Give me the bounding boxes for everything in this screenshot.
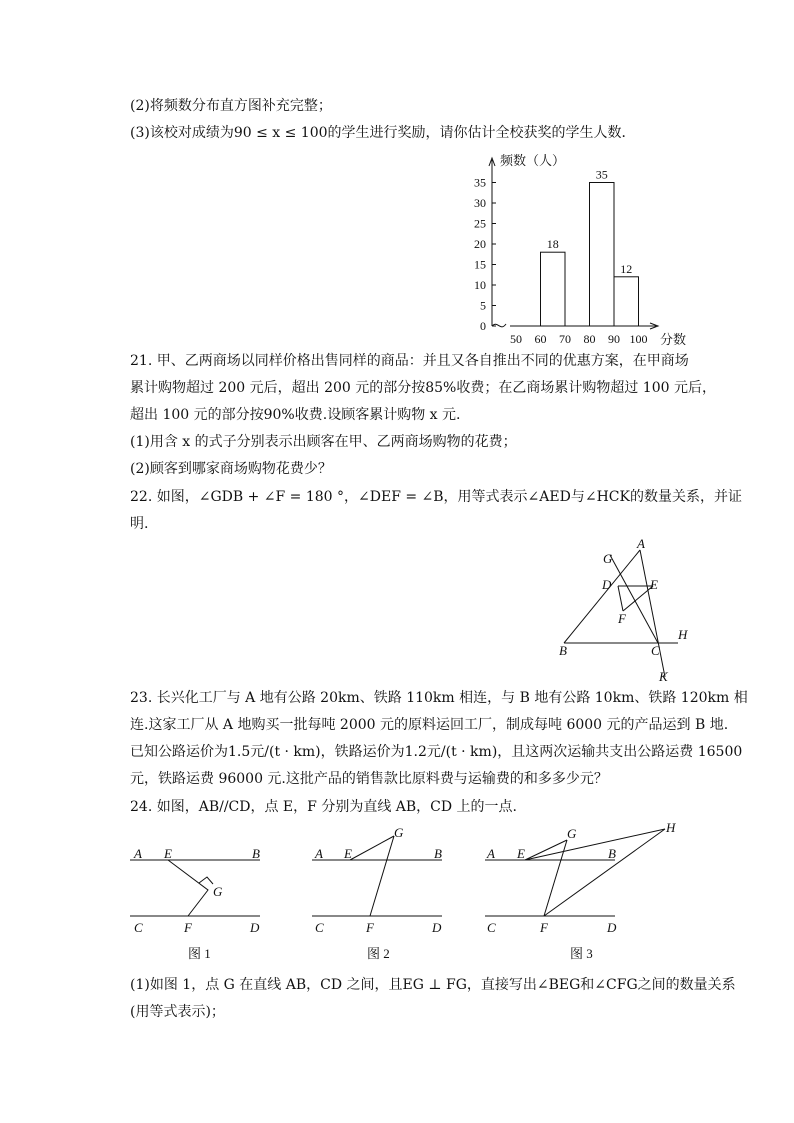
fig3-label-C: C [487, 920, 496, 935]
y-tick-label: 10 [474, 278, 486, 292]
q23-line3: 已知公路运价为1.5元/(t · km)，铁路运价为1.2元/(t · km)，且这两次运输共支出公路运费 16500 [130, 744, 743, 760]
y-tick-label: 30 [474, 196, 486, 210]
fig1-label-B: B [252, 846, 260, 861]
q24-part1-line2: (用等式表示)； [130, 1004, 225, 1020]
q23-line2: 连.这家工厂从 A 地购买一批每吨 2000 元的原料运回工厂，制成每吨 6000 元的产品运到 B 地. [130, 717, 729, 733]
fig2-label-B: B [434, 846, 442, 861]
q21-line1: 21. 甲、乙两商场以同样价格出售同样的商品：并且又各自推出不同的优惠方案，在甲商场 [130, 353, 689, 369]
q22-line2: 明. [130, 516, 149, 532]
q20-part2: (2)将频数分布直方图补充完整； [130, 98, 332, 114]
fig3-caption: 图 3 [570, 946, 593, 961]
x-axis-title: 分数 [660, 332, 687, 347]
label-B: B [559, 643, 567, 658]
fig2-label-G: G [394, 825, 404, 840]
y-tick-label: 35 [474, 175, 486, 190]
q22-line1: 22. 如图，∠GDB + ∠F = 180 °，∠DEF = ∠B，用等式表示∠AED与∠HCK的数量关系，并证 [130, 489, 742, 505]
fig2-label-A: A [315, 846, 323, 861]
fig3-label-A: A [487, 846, 495, 861]
fig1-label-E: E [164, 846, 172, 861]
x-tick-label: 60 [534, 332, 547, 346]
fig2-label-D: D [432, 920, 442, 935]
fig1-label-G: G [213, 884, 223, 899]
histogram-bar [614, 277, 639, 326]
y-tick-label: 25 [474, 216, 486, 231]
x-tick-label: 80 [583, 332, 596, 346]
label-D: D [602, 577, 612, 592]
fig1-label-A: A [134, 846, 142, 861]
line-DF [618, 586, 623, 611]
fig3-label-B: B [608, 846, 616, 861]
q23-line4: 元，铁路运费 96000 元.这批产品的销售款比原料费与运输费的和多多少元？ [130, 771, 608, 787]
y-tick-label: 0 [480, 319, 486, 333]
q24-part1-line1: (1)如图 1，点 G 在直线 AB，CD 之间，且EG ⊥ FG，直接写出∠BEG和∠CFG之间的数量关系 [130, 977, 736, 993]
figure-2 [312, 836, 442, 916]
bar-value-label: 35 [595, 167, 608, 182]
histogram-bar [590, 183, 615, 327]
q21-part1: (1)用含 x 的式子分别表示出顾客在甲、乙两商场购物的花费； [130, 434, 517, 450]
fig1-label-C: C [134, 920, 143, 935]
label-E: E [650, 577, 658, 592]
bar-value-label: 18 [546, 237, 559, 252]
y-tick-label: 15 [474, 257, 486, 272]
label-F: F [618, 611, 626, 626]
q21-line2: 累计购物超过 200 元后，超出 200 元的部分按85%收费；在乙商场累计购物超过 100 元后， [130, 380, 716, 396]
label-H: H [678, 627, 688, 642]
fig2-label-E: E [344, 846, 352, 861]
x-tick-label: 100 [629, 332, 648, 346]
x-tick-label: 90 [608, 332, 620, 346]
fig3-label-F: F [540, 920, 548, 935]
label-K: K [659, 669, 668, 684]
fig2-label-C: C [315, 920, 324, 935]
frequency-histogram [470, 148, 700, 348]
fig1-caption: 图 1 [188, 946, 211, 961]
y-tick-label: 5 [480, 298, 486, 313]
line-BA [564, 550, 640, 643]
fig2-label-F: F [366, 920, 374, 935]
fig3-label-H: H [666, 820, 676, 835]
q24-line1: 24. 如图，AB//CD，点 E，F 分别为直线 AB，CD 上的一点. [130, 799, 518, 815]
q20-part3: (3)该校对成绩为90 ≤ x ≤ 100的学生进行奖励，请你估计全校获奖的学生人数． [130, 125, 636, 141]
line-GC [610, 555, 658, 643]
q22-figure [550, 535, 700, 685]
fig3-label-D: D [607, 920, 617, 935]
figure-1 [130, 860, 260, 916]
label-G: G [603, 551, 613, 566]
fig1-label-F: F [184, 920, 192, 935]
fig2-caption: 图 2 [367, 946, 390, 961]
label-C: C [651, 643, 660, 658]
y-axis-title: 频数（人） [500, 153, 566, 168]
q21-line3: 超出 100 元的部分按90%收费.设顾客累计购物 x 元. [130, 407, 461, 423]
q24-figures [120, 818, 700, 968]
x-tick-label: 70 [559, 332, 571, 346]
q23-line1: 23. 长兴化工厂与 A 地有公路 20km、铁路 110km 相连，与 B 地有公路 10km、铁路 120km 相 [130, 690, 748, 706]
fig1-label-D: D [250, 920, 260, 935]
x-tick-label: 50 [510, 332, 522, 346]
q21-part2: (2)顾客到哪家商场购物花费少？ [130, 461, 332, 477]
fig3-label-G: G [567, 826, 577, 841]
bar-value-label: 12 [620, 261, 633, 276]
y-tick-label: 20 [474, 237, 486, 251]
histogram-bar [541, 252, 566, 326]
label-A: A [637, 536, 645, 551]
fig3-label-E: E [517, 846, 525, 861]
figure-3 [485, 829, 665, 916]
